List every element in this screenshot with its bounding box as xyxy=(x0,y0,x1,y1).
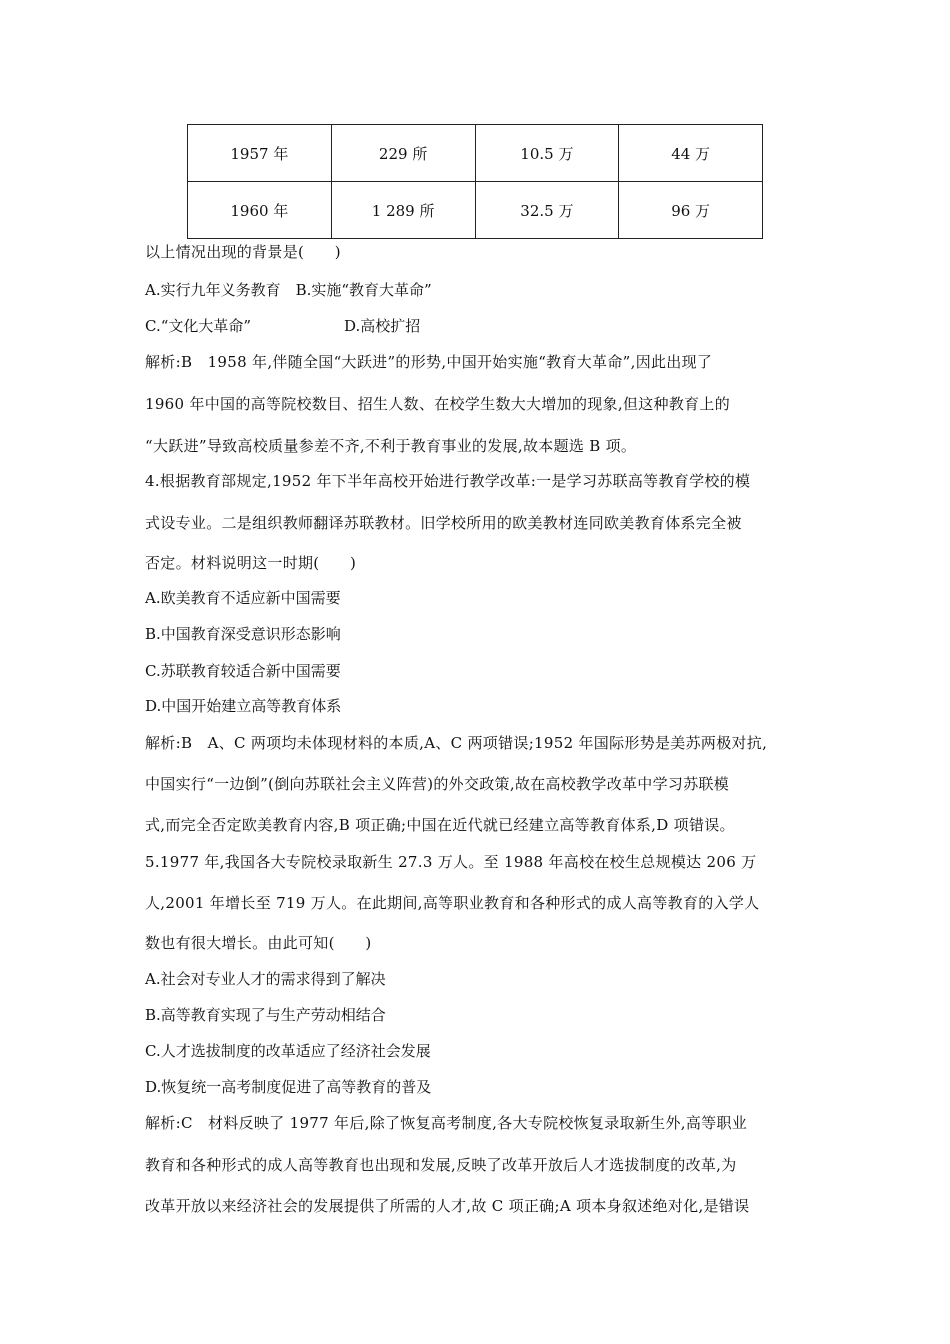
table-cell: 1960 年 xyxy=(188,182,332,239)
table-cell: 1 289 所 xyxy=(331,182,475,239)
q5-analysis-line: 改革开放以来经济社会的发展提供了所需的人才,故 C 项正确;A 项本身叙述绝对化,是错误 xyxy=(145,1197,750,1215)
q4-analysis-line: 式,而完全否定欧美教育内容,B 项正确;中国在近代就已经建立高等教育体系,D 项错误。 xyxy=(145,816,735,834)
q5-analysis-line: 教育和各种形式的成人高等教育也出现和发展,反映了改革开放后人才选拔制度的改革,为 xyxy=(145,1156,737,1174)
q3-option-d: D.高校扩招 xyxy=(344,317,421,335)
table-cell: 44 万 xyxy=(619,125,763,182)
q5-option-a: A.社会对专业人才的需求得到了解决 xyxy=(145,970,386,988)
q5-analysis-line: 解析:C 材料反映了 1977 年后,除了恢复高考制度,各大专院校恢复录取新生外,高等职业 xyxy=(145,1114,748,1132)
q4-analysis-line: 中国实行“一边倒”(倒向苏联社会主义阵营)的外交政策,故在高校教学改革中学习苏联模 xyxy=(145,775,730,793)
table-cell: 96 万 xyxy=(619,182,763,239)
table-cell: 32.5 万 xyxy=(475,182,619,239)
q3-analysis-line: 解析:B 1958 年,伴随全国“大跃进”的形势,中国开始实施“教育大革命”,因此出现了 xyxy=(145,353,713,371)
q5-option-c: C.人才选拔制度的改革适应了经济社会发展 xyxy=(145,1042,431,1060)
q5-stem-line: 数也有很大增长。由此可知( ) xyxy=(145,934,372,952)
q4-option-b: B.中国教育深受意识形态影响 xyxy=(145,625,341,643)
q5-stem-line: 5.1977 年,我国各大专院校录取新生 27.3 万人。至 1988 年高校在校生总规模达 206 万 xyxy=(145,853,757,871)
data-table xyxy=(187,124,763,239)
q5-stem-line: 人,2001 年增长至 719 万人。在此期间,高等职业教育和各种形式的成人高等教育的入学人 xyxy=(145,894,760,912)
q3-analysis-line: “大跃进”导致高校质量参差不齐,不利于教育事业的发展,故本题选 B 项。 xyxy=(145,437,637,455)
q3-options-line-1: A.实行九年义务教育 B.实施“教育大革命” xyxy=(145,281,432,299)
table-row xyxy=(188,182,763,239)
q4-option-c: C.苏联教育较适合新中国需要 xyxy=(145,662,341,680)
q4-stem-line: 式设专业。二是组织教师翻译苏联教材。旧学校所用的欧美教材连同欧美教育体系完全被 xyxy=(145,514,742,532)
q4-stem-line: 否定。材料说明这一时期( ) xyxy=(145,554,357,572)
q5-option-d: D.恢复统一高考制度促进了高等教育的普及 xyxy=(145,1078,432,1096)
q4-option-d: D.中国开始建立高等教育体系 xyxy=(145,697,342,715)
table-cell: 10.5 万 xyxy=(475,125,619,182)
q3-analysis-line: 1960 年中国的高等院校数目、招生人数、在校学生数大大增加的现象,但这种教育上的 xyxy=(145,395,731,413)
table-row xyxy=(188,125,763,182)
q4-analysis-line: 解析:B A、C 两项均未体现材料的本质,A、C 两项错误;1952 年国际形势是美苏两极对抗, xyxy=(145,734,768,752)
q4-stem-line: 4.根据教育部规定,1952 年下半年高校开始进行教学改革:一是学习苏联高等教育学校的模 xyxy=(145,472,751,490)
q4-option-a: A.欧美教育不适应新中国需要 xyxy=(145,589,341,607)
q3-stem: 以上情况出现的背景是( ) xyxy=(145,243,341,261)
q5-option-b: B.高等教育实现了与生产劳动相结合 xyxy=(145,1006,386,1024)
table-cell: 1957 年 xyxy=(188,125,332,182)
q3-option-c: C.“文化大革命” xyxy=(145,317,252,335)
table-cell: 229 所 xyxy=(331,125,475,182)
